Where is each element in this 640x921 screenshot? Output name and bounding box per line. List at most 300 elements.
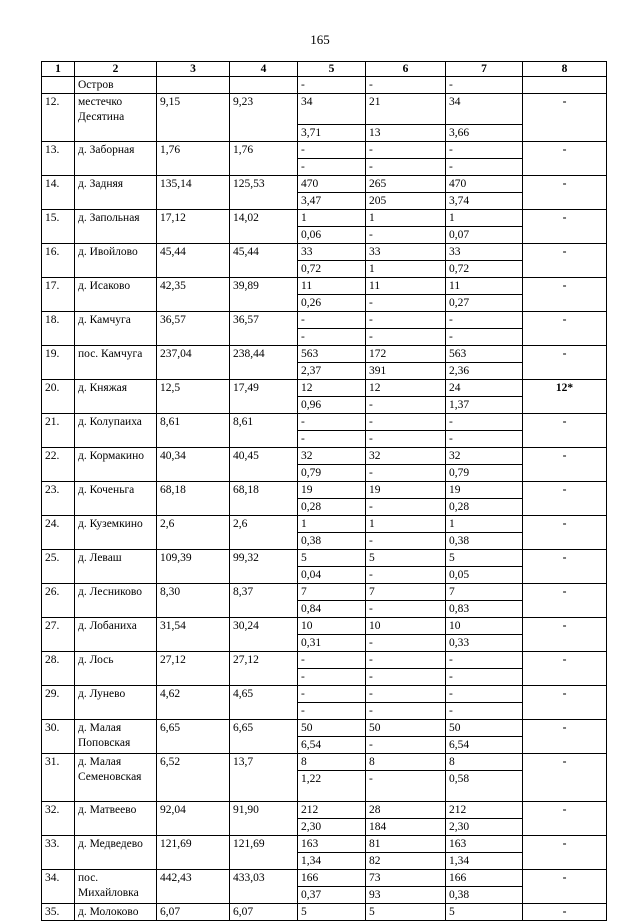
col3-value: 442,43	[157, 870, 230, 904]
table-row	[42, 618, 607, 635]
row-number: 16.	[42, 244, 75, 278]
col4-value: 2,6	[230, 516, 298, 550]
col6-value: 8	[366, 754, 446, 771]
col6-share: 93	[366, 887, 446, 904]
col8-value: -	[523, 176, 607, 210]
col8-value: -	[523, 686, 607, 720]
col6-share: -	[366, 499, 446, 516]
col7-share: -	[446, 703, 523, 720]
col4-value: 9,23	[230, 94, 298, 142]
col7-value: 7	[446, 584, 523, 601]
col5-value: 50	[298, 720, 366, 737]
col5-value: -	[298, 686, 366, 703]
col7-value: 32	[446, 448, 523, 465]
col5-share: 0,84	[298, 601, 366, 618]
col3-value: 92,04	[157, 802, 230, 836]
settlement-name: д. Задняя	[75, 176, 157, 210]
col6-value: 21	[366, 94, 446, 125]
col5-value: 5	[298, 550, 366, 567]
col7-value: -	[446, 142, 523, 159]
row-number: 27.	[42, 618, 75, 652]
col7-value: 8	[446, 754, 523, 771]
settlement-name: д. Запольная	[75, 210, 157, 244]
col4-value: 36,57	[230, 312, 298, 346]
col6-share: 13	[366, 125, 446, 142]
col6-value: 28	[366, 802, 446, 819]
row-number: 24.	[42, 516, 75, 550]
col5-share: -	[298, 669, 366, 686]
row-number: 21.	[42, 414, 75, 448]
col5-share: -	[298, 329, 366, 346]
col8-value: -	[523, 414, 607, 448]
col4-value: 1,76	[230, 142, 298, 176]
col7-value: 10	[446, 618, 523, 635]
col5-share: 1,34	[298, 853, 366, 870]
col5-value: 212	[298, 802, 366, 819]
row-number: 26.	[42, 584, 75, 618]
col8-value: -	[523, 210, 607, 244]
col4-value: 238,44	[230, 346, 298, 380]
col6-share: 1	[366, 261, 446, 278]
col4-value: 91,90	[230, 802, 298, 836]
settlement-name: д. Лобаниха	[75, 618, 157, 652]
col4-value: 8,37	[230, 584, 298, 618]
col5-value: -	[298, 312, 366, 329]
row-number: 28.	[42, 652, 75, 686]
table-row	[42, 448, 607, 465]
col3-value: 6,07	[157, 904, 230, 921]
col6-share: -	[366, 227, 446, 244]
col3-value: 237,04	[157, 346, 230, 380]
settlement-name: пос. Михайловка	[75, 870, 157, 904]
col6-share: -	[366, 431, 446, 448]
col6-value: -	[366, 142, 446, 159]
settlement-name: д. Куземкино	[75, 516, 157, 550]
col8-value: -	[523, 244, 607, 278]
col6-value: 19	[366, 482, 446, 499]
settlement-name: д. Колупаиха	[75, 414, 157, 448]
col7-share: 0,27	[446, 295, 523, 312]
col7-value: -	[446, 312, 523, 329]
col7-value: 50	[446, 720, 523, 737]
col5-value: -	[298, 142, 366, 159]
col5-share: 1,22	[298, 771, 366, 802]
col6-value: 12	[366, 380, 446, 397]
col5-share: 2,30	[298, 819, 366, 836]
col4-value: 27,12	[230, 652, 298, 686]
row-number: 12.	[42, 94, 75, 142]
col5-share: 0,79	[298, 465, 366, 482]
col3-value: 2,6	[157, 516, 230, 550]
col6-value: 5	[366, 550, 446, 567]
col6-value: -	[366, 652, 446, 669]
settlements-table	[41, 61, 607, 921]
col4-value: 433,03	[230, 870, 298, 904]
col5-value: 8	[298, 754, 366, 771]
settlement-name: д. Леваш	[75, 550, 157, 584]
col7-value: 470	[446, 176, 523, 193]
col3-value: 9,15	[157, 94, 230, 142]
continuation-row	[42, 77, 607, 94]
row-number: 22.	[42, 448, 75, 482]
col6-value: 1	[366, 210, 446, 227]
settlement-name: д. Камчуга	[75, 312, 157, 346]
col6-value: -	[366, 686, 446, 703]
settlement-name: д. Медведево	[75, 836, 157, 870]
continuation-col5: -	[298, 77, 366, 94]
col5-share: 0,06	[298, 227, 366, 244]
col5-share: 0,26	[298, 295, 366, 312]
col4-value: 40,45	[230, 448, 298, 482]
col4-value: 8,61	[230, 414, 298, 448]
table-row	[42, 414, 607, 431]
col-header-2: 2	[75, 62, 157, 77]
col7-value: 19	[446, 482, 523, 499]
settlement-name: местечко Десятина	[75, 94, 157, 142]
col6-share: 391	[366, 363, 446, 380]
settlement-name: д. Матвеево	[75, 802, 157, 836]
settlement-name: д. Малая Поповская	[75, 720, 157, 754]
col5-share: 0,37	[298, 887, 366, 904]
col4-value: 6,07	[230, 904, 298, 921]
col-header-3: 3	[157, 62, 230, 77]
col7-share: 2,30	[446, 819, 523, 836]
col3-value: 12,5	[157, 380, 230, 414]
col8-value: -	[523, 802, 607, 836]
continuation-col8	[523, 77, 607, 94]
table-row	[42, 210, 607, 227]
continuation-col3	[157, 77, 230, 94]
col7-value: -	[446, 652, 523, 669]
col7-value: 166	[446, 870, 523, 887]
col7-share: 3,74	[446, 193, 523, 210]
row-number: 15.	[42, 210, 75, 244]
col4-value: 13,7	[230, 754, 298, 802]
col7-value: 1	[446, 210, 523, 227]
continuation-col4	[230, 77, 298, 94]
col7-value: -	[446, 686, 523, 703]
col6-value: 10	[366, 618, 446, 635]
row-number: 17.	[42, 278, 75, 312]
table-row	[42, 244, 607, 261]
col5-share: 0,72	[298, 261, 366, 278]
table-row	[42, 652, 607, 669]
col5-share: 0,28	[298, 499, 366, 516]
col3-value: 17,12	[157, 210, 230, 244]
col8-value: 12*	[523, 380, 607, 414]
col4-value: 68,18	[230, 482, 298, 516]
col6-share: -	[366, 771, 446, 802]
table-row	[42, 754, 607, 771]
col7-value: 1	[446, 516, 523, 533]
col6-value: -	[366, 312, 446, 329]
table-row	[42, 720, 607, 737]
row-number: 35.	[42, 904, 75, 921]
row-number: 23.	[42, 482, 75, 516]
table-row	[42, 550, 607, 567]
col6-share: -	[366, 159, 446, 176]
row-number: 25.	[42, 550, 75, 584]
col4-value: 14,02	[230, 210, 298, 244]
table-row	[42, 94, 607, 125]
col6-value: -	[366, 414, 446, 431]
row-number: 20.	[42, 380, 75, 414]
col7-share: 0,38	[446, 533, 523, 550]
col7-share: 0,58	[446, 771, 523, 802]
col5-share: 0,04	[298, 567, 366, 584]
col5-share: 2,37	[298, 363, 366, 380]
col6-value: 5	[366, 904, 446, 921]
col7-share: 2,36	[446, 363, 523, 380]
col6-value: 50	[366, 720, 446, 737]
table-row	[42, 380, 607, 397]
col5-value: 1	[298, 516, 366, 533]
col7-share: 0,72	[446, 261, 523, 278]
col6-share: -	[366, 635, 446, 652]
settlement-name: д. Кормакино	[75, 448, 157, 482]
col8-value: -	[523, 584, 607, 618]
table-row	[42, 802, 607, 819]
col8-value: -	[523, 754, 607, 802]
col7-value: 212	[446, 802, 523, 819]
col8-value: -	[523, 312, 607, 346]
col6-share: -	[366, 669, 446, 686]
col7-value: 5	[446, 904, 523, 921]
settlement-name: д. Малая Семеновская	[75, 754, 157, 802]
col8-value: -	[523, 550, 607, 584]
col4-value: 121,69	[230, 836, 298, 870]
col7-share: 1,37	[446, 397, 523, 414]
col5-value: 166	[298, 870, 366, 887]
col7-value: 24	[446, 380, 523, 397]
col-header-8: 8	[523, 62, 607, 77]
col3-value: 6,52	[157, 754, 230, 802]
col5-share: 0,38	[298, 533, 366, 550]
col5-value: 5	[298, 904, 366, 921]
table-row	[42, 142, 607, 159]
col5-value: 470	[298, 176, 366, 193]
col4-value: 17,49	[230, 380, 298, 414]
settlement-name: д. Ивойлово	[75, 244, 157, 278]
table-row	[42, 346, 607, 363]
settlement-name: пос. Камчуга	[75, 346, 157, 380]
col6-value: 172	[366, 346, 446, 363]
settlement-name: д. Исаково	[75, 278, 157, 312]
col6-share: -	[366, 533, 446, 550]
col8-value: -	[523, 346, 607, 380]
col6-share: 184	[366, 819, 446, 836]
table-row	[42, 312, 607, 329]
col7-share: -	[446, 329, 523, 346]
col8-value: -	[523, 836, 607, 870]
col7-share: 0,38	[446, 887, 523, 904]
col4-value: 6,65	[230, 720, 298, 754]
col7-share: 0,05	[446, 567, 523, 584]
col7-value: 163	[446, 836, 523, 853]
table-row	[42, 516, 607, 533]
col3-value: 121,69	[157, 836, 230, 870]
col6-value: 7	[366, 584, 446, 601]
continuation-col6: -	[366, 77, 446, 94]
row-number: 29.	[42, 686, 75, 720]
settlement-name: д. Молоково	[75, 904, 157, 921]
page-number: 165	[310, 32, 330, 47]
col-header-4: 4	[230, 62, 298, 77]
col3-value: 42,35	[157, 278, 230, 312]
col7-share: 0,79	[446, 465, 523, 482]
col5-value: 7	[298, 584, 366, 601]
col8-value: -	[523, 94, 607, 142]
col3-value: 1,76	[157, 142, 230, 176]
settlement-name: д. Лунево	[75, 686, 157, 720]
col8-value: -	[523, 720, 607, 754]
settlement-name: д. Заборная	[75, 142, 157, 176]
col5-share: 6,54	[298, 737, 366, 754]
col8-value: -	[523, 482, 607, 516]
row-number: 14.	[42, 176, 75, 210]
row-number: 32.	[42, 802, 75, 836]
table-row	[42, 870, 607, 887]
continuation-col7: -	[446, 77, 523, 94]
col6-share: -	[366, 737, 446, 754]
col5-value: 1	[298, 210, 366, 227]
col3-value: 109,39	[157, 550, 230, 584]
col8-value: -	[523, 652, 607, 686]
col3-value: 40,34	[157, 448, 230, 482]
settlement-name: д. Коченьга	[75, 482, 157, 516]
row-number: 30.	[42, 720, 75, 754]
col5-share: 3,71	[298, 125, 366, 142]
col7-share: 6,54	[446, 737, 523, 754]
col3-value: 6,65	[157, 720, 230, 754]
col7-share: 0,33	[446, 635, 523, 652]
col4-value: 39,89	[230, 278, 298, 312]
col5-value: -	[298, 652, 366, 669]
col7-share: -	[446, 669, 523, 686]
col8-value: -	[523, 618, 607, 652]
col7-share: -	[446, 431, 523, 448]
col-header-7: 7	[446, 62, 523, 77]
col4-value: 45,44	[230, 244, 298, 278]
row-number: 31.	[42, 754, 75, 802]
row-number: 13.	[42, 142, 75, 176]
col3-value: 31,54	[157, 618, 230, 652]
col3-value: 8,30	[157, 584, 230, 618]
col5-share: 0,31	[298, 635, 366, 652]
row-number: 34.	[42, 870, 75, 904]
col6-share: -	[366, 601, 446, 618]
col4-value: 4,65	[230, 686, 298, 720]
table-row	[42, 482, 607, 499]
col3-value: 8,61	[157, 414, 230, 448]
col6-share: -	[366, 567, 446, 584]
col7-share: 1,34	[446, 853, 523, 870]
col7-value: 33	[446, 244, 523, 261]
table-row	[42, 278, 607, 295]
col5-value: 12	[298, 380, 366, 397]
col4-value: 99,32	[230, 550, 298, 584]
col5-value: 563	[298, 346, 366, 363]
col8-value: -	[523, 516, 607, 550]
col6-share: -	[366, 329, 446, 346]
col5-value: 163	[298, 836, 366, 853]
col6-value: 33	[366, 244, 446, 261]
col8-value: -	[523, 870, 607, 904]
continuation-name: Остров	[75, 77, 157, 94]
row-number: 19.	[42, 346, 75, 380]
settlement-name: д. Лесниково	[75, 584, 157, 618]
col6-share: -	[366, 397, 446, 414]
col3-value: 45,44	[157, 244, 230, 278]
col5-value: 33	[298, 244, 366, 261]
col5-value: 11	[298, 278, 366, 295]
col5-share: 3,47	[298, 193, 366, 210]
col5-share: -	[298, 431, 366, 448]
row-number: 33.	[42, 836, 75, 870]
table-row	[42, 686, 607, 703]
row-number: 18.	[42, 312, 75, 346]
col8-value: -	[523, 904, 607, 921]
col6-value: 32	[366, 448, 446, 465]
settlement-name: д. Княжая	[75, 380, 157, 414]
col5-share: -	[298, 703, 366, 720]
col-header-1: 1	[42, 62, 75, 77]
col7-value: -	[446, 414, 523, 431]
col-header-6: 6	[366, 62, 446, 77]
col6-value: 73	[366, 870, 446, 887]
col5-value: -	[298, 414, 366, 431]
col-header-5: 5	[298, 62, 366, 77]
col8-value: -	[523, 278, 607, 312]
col5-value: 19	[298, 482, 366, 499]
col5-share: 0,96	[298, 397, 366, 414]
col3-value: 135,14	[157, 176, 230, 210]
col5-value: 32	[298, 448, 366, 465]
col5-value: 10	[298, 618, 366, 635]
col7-share: -	[446, 159, 523, 176]
col3-value: 4,62	[157, 686, 230, 720]
col7-share: 3,66	[446, 125, 523, 142]
table-row	[42, 584, 607, 601]
col6-share: 82	[366, 853, 446, 870]
col3-value: 27,12	[157, 652, 230, 686]
col3-value: 36,57	[157, 312, 230, 346]
col6-share: 205	[366, 193, 446, 210]
col7-share: 0,83	[446, 601, 523, 618]
table-row	[42, 836, 607, 853]
col6-value: 265	[366, 176, 446, 193]
col3-value: 68,18	[157, 482, 230, 516]
settlement-name: д. Лось	[75, 652, 157, 686]
header-row	[42, 62, 607, 77]
col8-value: -	[523, 448, 607, 482]
col6-share: -	[366, 465, 446, 482]
col7-value: 34	[446, 94, 523, 125]
col7-share: 0,28	[446, 499, 523, 516]
table-row	[42, 176, 607, 193]
col7-value: 563	[446, 346, 523, 363]
col6-share: -	[366, 703, 446, 720]
col8-value: -	[523, 142, 607, 176]
col4-value: 125,53	[230, 176, 298, 210]
col7-share: 0,07	[446, 227, 523, 244]
col6-value: 11	[366, 278, 446, 295]
col7-value: 11	[446, 278, 523, 295]
continuation-number	[42, 77, 75, 94]
col5-value: 34	[298, 94, 366, 125]
col6-value: 81	[366, 836, 446, 853]
col6-value: 1	[366, 516, 446, 533]
